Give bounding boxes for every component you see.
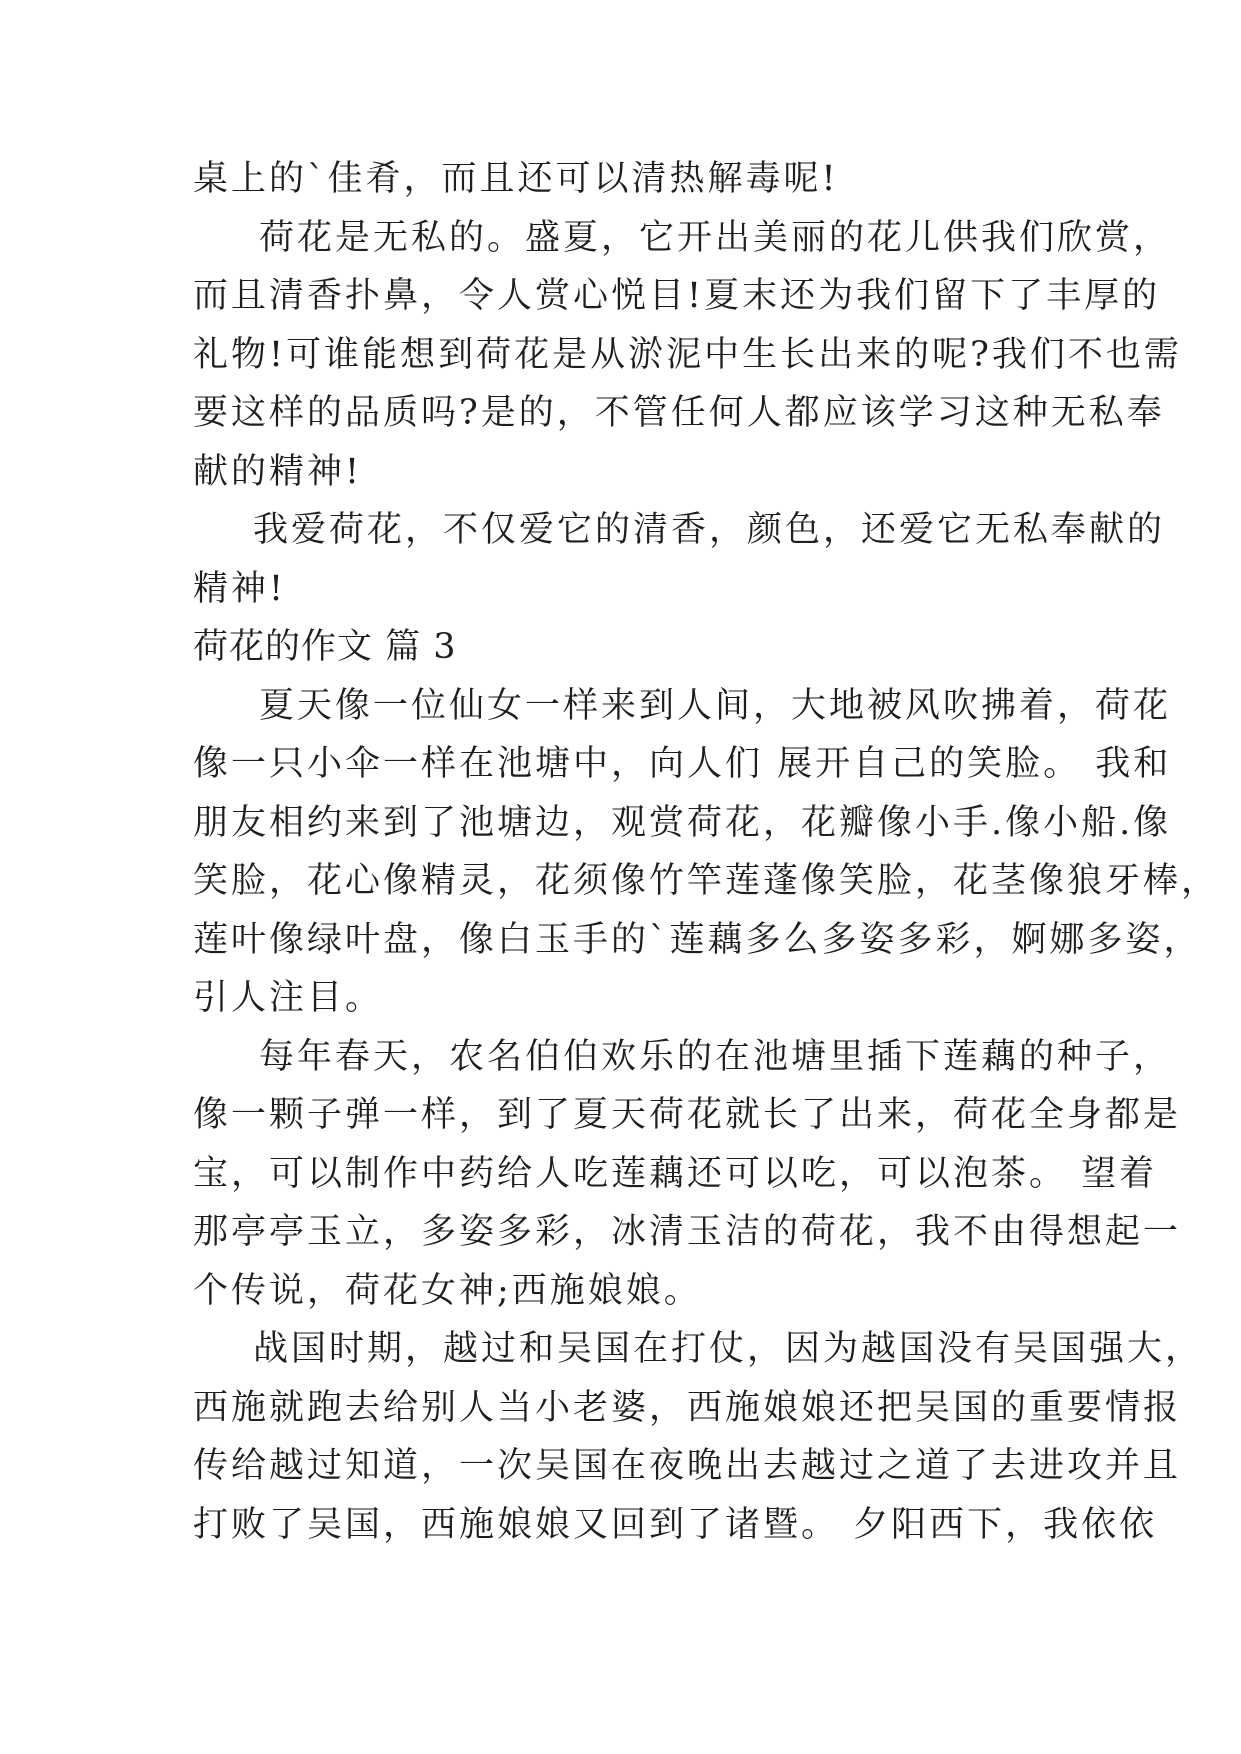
document-body: [193, 150, 1220, 1554]
text-line: 传给越过知道，一次吴国在夜晚出去越过之道了去进攻并且: [193, 1446, 1182, 1486]
text-line: 莲叶像绿叶盘，像白玉手的`莲藕多么多姿多彩，婀娜多姿，: [193, 919, 1202, 960]
text-line: 打败了吴国，西施娘娘又回到了诸暨。 夕阳西下，我依依: [193, 1504, 1158, 1545]
paragraph-start-line: 每年春天，农名伯伯欢乐的在池塘里插下莲藕的种子，: [259, 1036, 1172, 1077]
paragraph-start-line: 我爱荷花，不仅爱它的清香，颜色，还爱它无私奉献的: [253, 510, 1166, 550]
text-line: 精神!: [193, 568, 287, 609]
text-line: 像一颗子弹一样，到了夏天荷花就长了出来，荷花全身都是: [193, 1095, 1182, 1135]
text-line: 西施就跑去给别人当小老婆，西施娘娘还把吴国的重要情报: [193, 1387, 1182, 1428]
text-line: 桌上的`佳肴，而且还可以清热解毒呢!: [193, 159, 839, 199]
text-line: 礼物!可谁能想到荷花是从淤泥中生长出来的呢?我们不也需: [193, 334, 1182, 375]
text-line: 像一只小伞一样在池塘中，向人们 展开自己的笑脸。 我和: [193, 744, 1172, 784]
paragraph-start-line: 夏天像一位仙女一样来到人间，大地被风吹拂着，荷花: [259, 685, 1172, 726]
text-line: 笑脸，花心像精灵，花须像竹竿莲蓬像笑脸，花茎像狼牙棒，: [193, 861, 1220, 901]
paragraph-start-line: 荷花是无私的。盛夏，它开出美丽的花儿供我们欣赏，: [259, 217, 1172, 258]
text-line: 献的精神!: [193, 451, 363, 492]
text-line: 引人注目。: [193, 978, 384, 1018]
text-line: 而且清香扑鼻，令人赏心悦目!夏末还为我们留下了丰厚的: [193, 276, 1161, 316]
paragraph-start-line: 战国时期，越过和吴国在打仗，因为越国没有吴国强大，: [253, 1329, 1204, 1369]
text-line: 朋友相约来到了池塘边，观赏荷花，花瓣像小手.像小船.像: [193, 802, 1172, 843]
text-line: 要这样的品质吗?是的，不管任何人都应该学习这种无私奉: [193, 393, 1165, 433]
text-line: 宝，可以制作中药给人吃莲藕还可以吃，可以泡茶。 望着: [193, 1153, 1158, 1194]
section-heading: 荷花的作文 篇 3: [193, 627, 457, 667]
text-line: 个传说，荷花女神;西施娘娘。: [193, 1270, 702, 1311]
text-line: 那亭亭玉立，多姿多彩，冰清玉洁的荷花，我不由得想起一: [193, 1212, 1182, 1252]
